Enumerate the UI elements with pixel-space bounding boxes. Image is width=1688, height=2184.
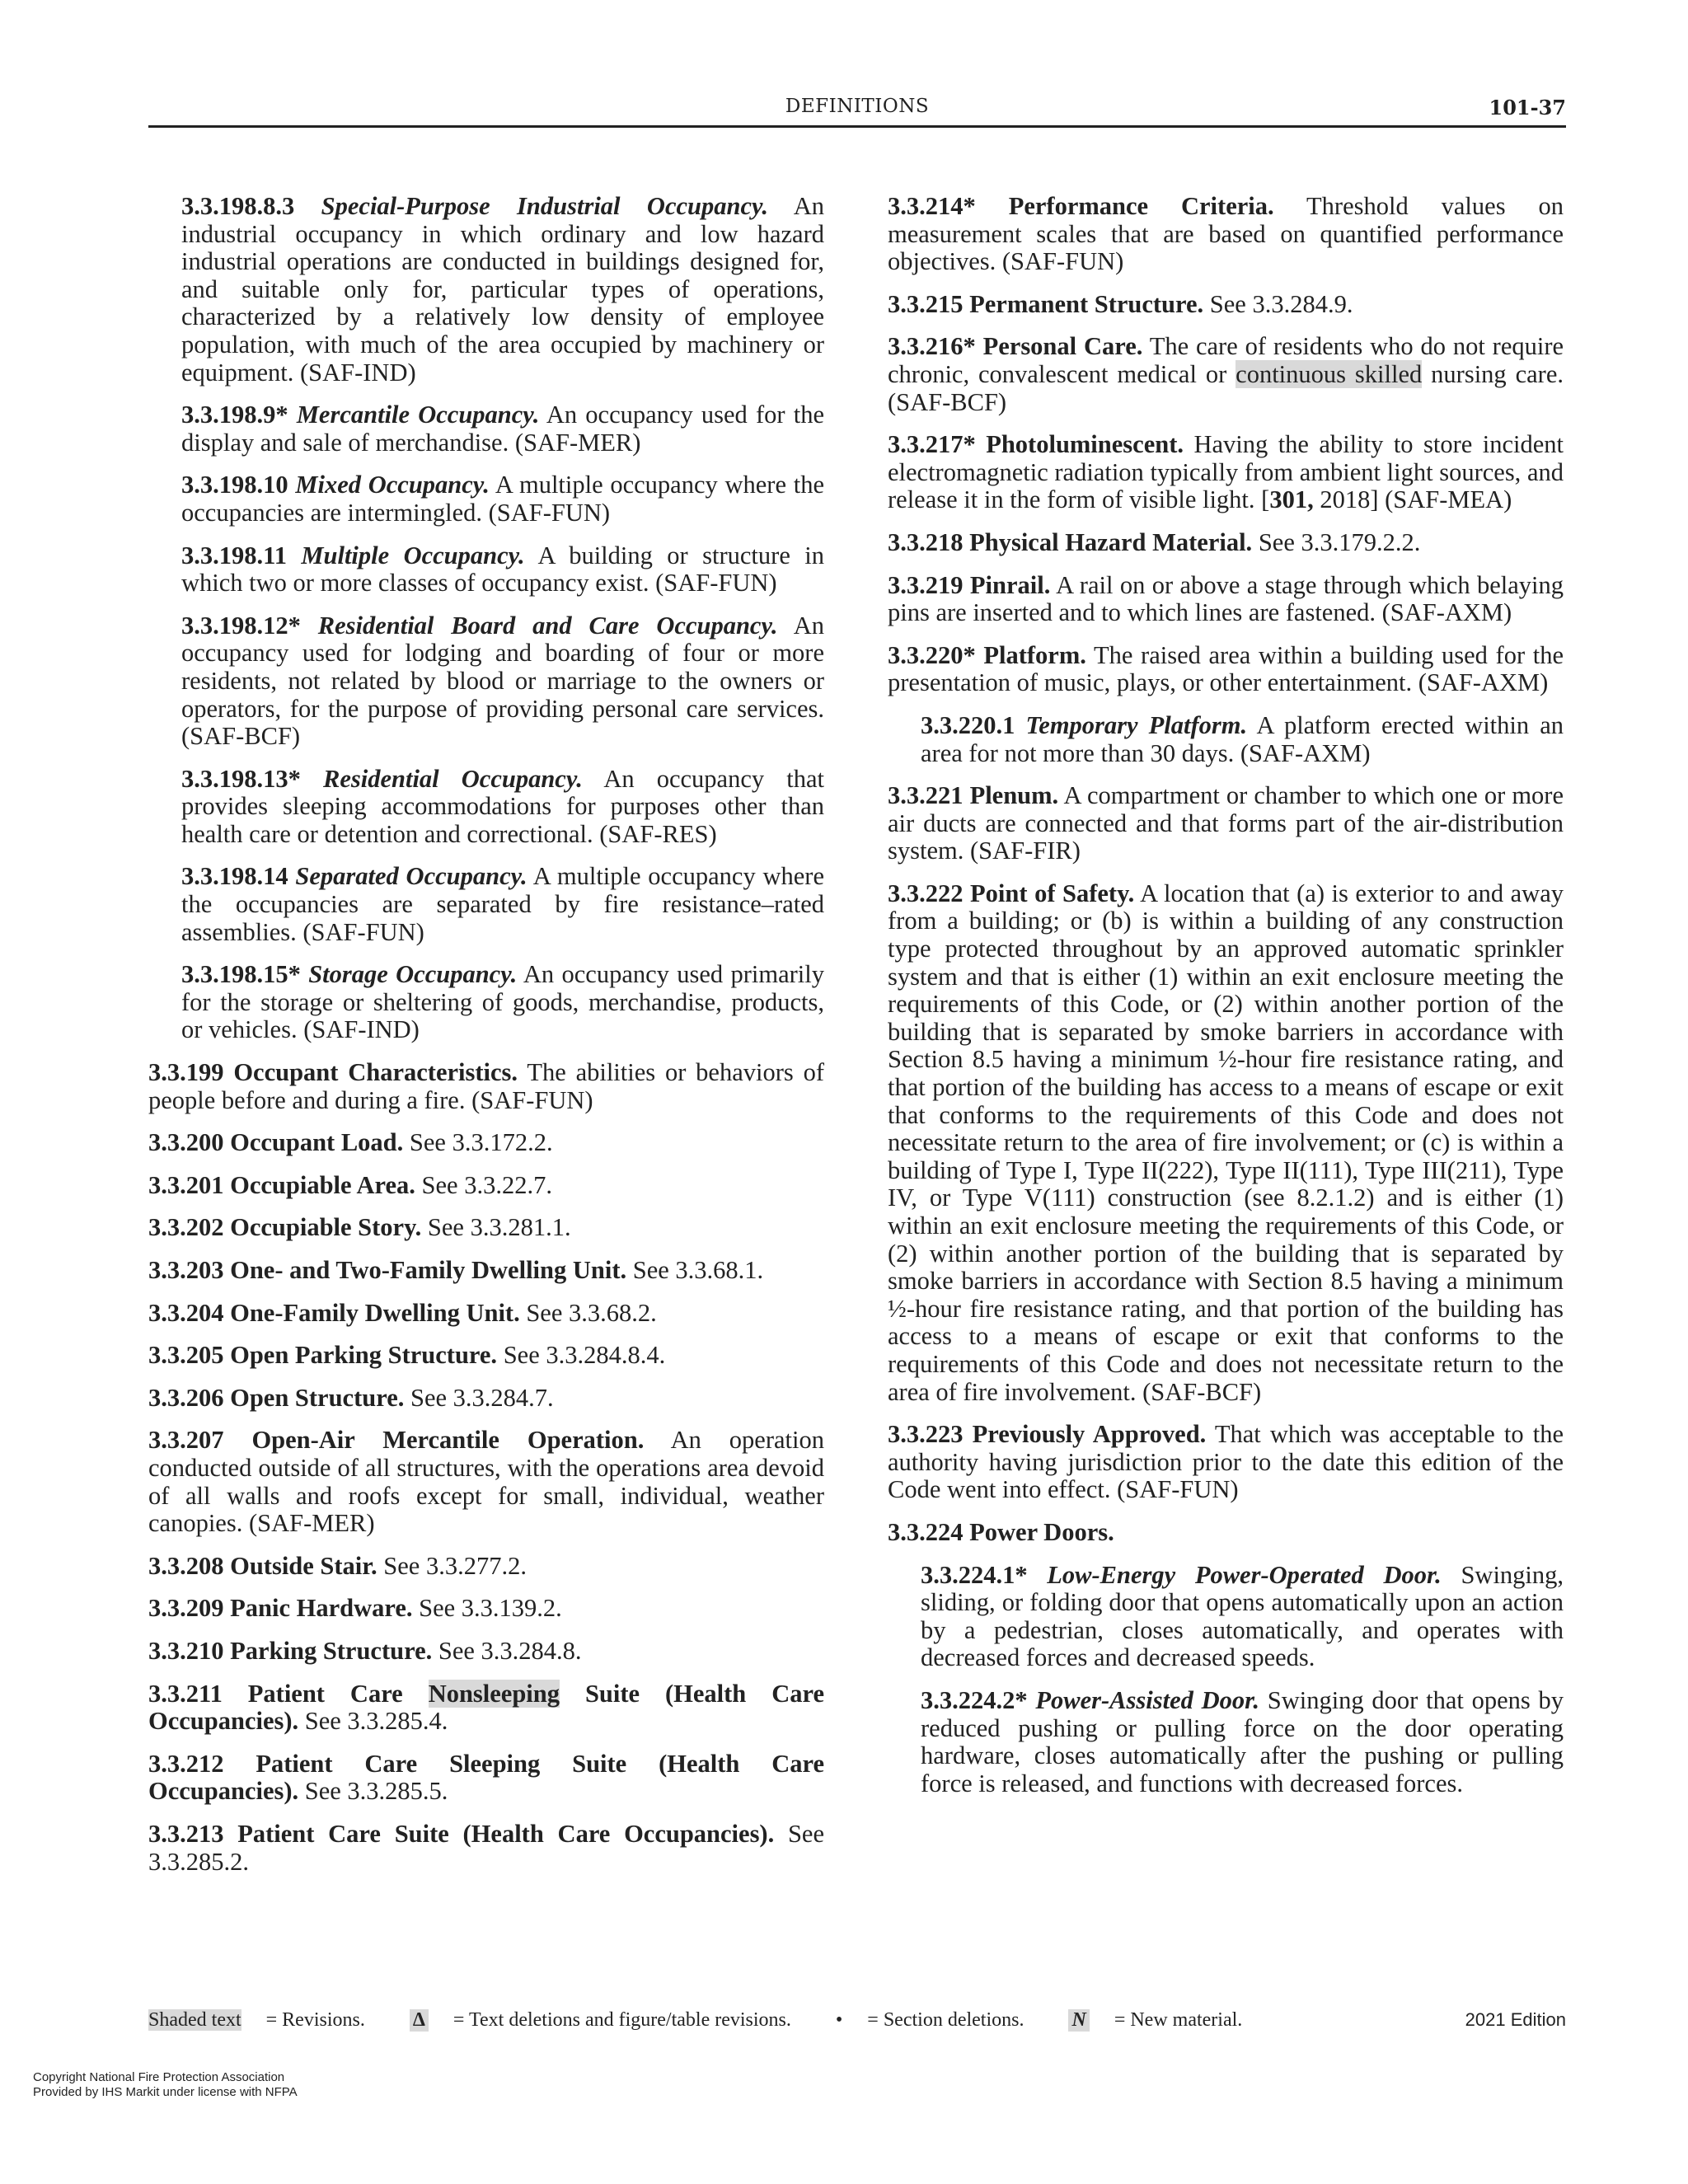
entry-number: 3.3.209	[148, 1594, 224, 1623]
legend-shaded-desc: = Revisions.	[260, 2009, 365, 2031]
definition-entry	[148, 1257, 824, 1285]
entry-text: The raised area within a building used for the presentation of music, plays, or other entertainment. (SAF-AXM)	[888, 640, 1564, 697]
definition-entry	[148, 612, 824, 751]
entry-term: Previously Approved.	[972, 1420, 1207, 1449]
entry-text: The care of residents who do not require chronic, convalescent medical or	[888, 332, 1564, 388]
entry-text: Having the ability to store incident electromagnetic radiation typically from ambient light sources, and release it in the form of visible light. [	[888, 430, 1564, 514]
entry-number: 3.3.211	[148, 1679, 223, 1708]
legend-delta-desc: = Text deletions and figure/table revisions.	[448, 2009, 791, 2031]
definition-entry	[148, 401, 824, 457]
definition-entry	[148, 1638, 824, 1666]
entry-number: 3.3.213	[148, 1819, 224, 1848]
definition-entry	[148, 1129, 824, 1157]
entry-text: See 3.3.284.7.	[410, 1383, 554, 1412]
entry-number: 3.3.198.8.3	[181, 192, 295, 220]
entry-text: A platform erected within an area for not more than 30 days. (SAF-AXM)	[921, 710, 1564, 767]
entry-text: See 3.3.285.5.	[304, 1777, 448, 1806]
definition-entry	[148, 961, 824, 1044]
entry-number: 3.3.221	[888, 781, 964, 810]
entry-term: Residential Occupancy.	[323, 764, 583, 793]
entry-number: 3.3.214*	[888, 192, 976, 220]
entry-text: See 3.3.281.1.	[427, 1213, 571, 1242]
entry-term: Residential Board and Care Occupancy.	[317, 611, 778, 640]
entry-term: Mercantile Occupancy.	[296, 401, 540, 429]
entry-number: 3.3.210	[148, 1636, 224, 1665]
section-title: DEFINITIONS	[785, 96, 930, 117]
entry-text: See 3.3.139.2.	[419, 1594, 562, 1623]
edition-label: 2021 Edition	[1465, 2009, 1566, 2030]
definition-entry	[888, 333, 1564, 416]
definition-entry	[888, 431, 1564, 514]
entry-number: 3.3.220*	[888, 640, 976, 669]
entry-text: A multiple occupancy where the occupancies are separated by fire resistance–rated assemblies. (SAF-FUN)	[181, 862, 824, 946]
entry-number: 3.3.198.14	[181, 862, 288, 891]
entry-number: 3.3.207	[148, 1426, 224, 1455]
entry-number: 3.3.223	[888, 1420, 964, 1449]
entry-term: Performance Criteria.	[1008, 192, 1274, 220]
entry-number: 3.3.222	[888, 879, 964, 907]
entry-term: Photoluminescent.	[986, 430, 1184, 459]
entry-text: An operation conducted outside of all structures, with the operations area devoid of all walls and roofs except for small, individual, weather canopies. (SAF-MER)	[148, 1426, 824, 1538]
entry-text: nursing care. (SAF-BCF)	[888, 359, 1564, 416]
entry-number: 3.3.202	[148, 1213, 224, 1242]
entry-number: 3.3.198.9*	[181, 401, 288, 429]
definition-entry	[888, 1687, 1564, 1797]
entry-term: Special-Purpose Industrial Occupancy.	[321, 192, 769, 220]
entry-text: See 3.3.172.2.	[409, 1128, 553, 1157]
definition-entry	[888, 782, 1564, 865]
entry-text: An occupancy that provides sleeping accommodations for purposes other than health care or detention and correctional. (SAF-RES)	[181, 764, 824, 848]
definition-entry	[148, 1680, 824, 1736]
entry-number: 3.3.224	[888, 1517, 964, 1546]
legend-shaded	[148, 2009, 385, 2031]
definition-entry	[148, 1214, 824, 1242]
legend-bullet-desc: = Section deletions.	[862, 2009, 1025, 2031]
definition-entry	[888, 1519, 1564, 1547]
entry-term: Platform.	[983, 640, 1086, 669]
left-column	[148, 193, 824, 1891]
entry-term: One-Family Dwelling Unit.	[230, 1298, 520, 1327]
definition-entry	[148, 542, 824, 598]
definition-entry	[148, 1172, 824, 1200]
entry-text: An occupancy used for lodging and boarding of four or more residents, not related by blood or marriage to the owners or operators, for the purpose of providing personal care services. (SAF-BCF)	[181, 611, 824, 751]
entry-number: 3.3.204	[148, 1298, 224, 1327]
entry-number: 3.3.208	[148, 1551, 224, 1580]
term-revision-shaded: Nonsleeping	[428, 1679, 560, 1708]
entry-text-revision-shaded: continuous skilled	[1236, 359, 1423, 388]
entry-term: Temporary Platform.	[1025, 710, 1248, 739]
entry-text: A compartment or chamber to which one or more air ducts are connected and that forms part of the air-distribution system. (SAF-FIR)	[888, 781, 1564, 865]
entry-number: 3.3.198.15*	[181, 960, 301, 989]
entry-reference: 301,	[1269, 485, 1314, 514]
entry-number: 3.3.198.10	[181, 471, 288, 499]
bullet-icon: •	[835, 2009, 843, 2031]
entry-term: Multiple Occupancy.	[301, 541, 525, 569]
legend-shaded-label: Shaded text	[148, 2009, 241, 2031]
entry-text: Swinging door that opens by reduced pushing or pulling force on the door operating hardware, closes automatically after the pushing or pulling force is released, and functions with decreased forces.	[921, 1685, 1564, 1797]
entry-text: See 3.3.68.1.	[632, 1256, 764, 1284]
entry-text: See 3.3.284.8.	[438, 1636, 582, 1665]
definition-entry	[148, 1821, 824, 1876]
entry-term: Pinrail.	[969, 570, 1051, 599]
entry-text: Threshold values on measurement scales that are based on quantified performance objectives. (SAF-FUN)	[888, 192, 1564, 276]
definition-entry	[148, 766, 824, 849]
definition-entry	[888, 1421, 1564, 1504]
entry-number: 3.3.212	[148, 1749, 224, 1778]
entry-term: Parking Structure.	[230, 1636, 433, 1665]
entry-text: Swinging, sliding, or folding door that opens automatically upon an action by a pedestrian, closes automatically, and operates with decreased forces and decreased speeds.	[921, 1560, 1564, 1672]
entry-text: An occupancy used primarily for the storage or sheltering of goods, merchandise, products, or vehicles. (SAF-IND)	[181, 960, 824, 1044]
entry-number: 3.3.216*	[888, 332, 976, 361]
entry-number: 3.3.198.11	[181, 541, 287, 569]
entry-term: Power Doors.	[969, 1517, 1114, 1546]
entry-term: Occupiable Area.	[230, 1170, 415, 1199]
entry-number: 3.3.219	[888, 570, 964, 599]
right-column	[888, 193, 1564, 1812]
entry-text: See 3.3.68.2.	[526, 1298, 657, 1327]
entry-text: See 3.3.285.4.	[304, 1707, 448, 1736]
entry-text: See 3.3.284.9.	[1209, 289, 1353, 318]
definition-entry	[148, 1342, 824, 1370]
entry-term: Storage Occupancy.	[308, 960, 518, 989]
entry-term: Patient Care Suite (Health Care Occupancies).	[237, 1819, 775, 1848]
legend-delta	[410, 2009, 811, 2031]
term-part: Patient Care	[247, 1679, 429, 1708]
entry-term: Physical Hazard Material.	[969, 527, 1253, 556]
entry-number: 3.3.203	[148, 1256, 224, 1284]
entry-term: Mixed Occupancy.	[295, 471, 490, 499]
page-header	[148, 92, 1566, 128]
entry-text: See 3.3.285.2.	[148, 1819, 825, 1876]
entry-term: Point of Safety.	[970, 879, 1135, 907]
entry-term: Plenum.	[969, 781, 1059, 810]
entry-term: Separated Occupancy.	[295, 862, 528, 891]
entry-text: An industrial occupancy in which ordinary and low hazard industrial operations are conducted in buildings designed for, and suitable only for, particular types of operations, characterized by a relatively low density of employee population, with much of the area occupied by machinery or equipment. (SAF-IND)	[181, 192, 825, 387]
entry-term: Open Structure.	[230, 1383, 405, 1412]
entry-number: 3.3.199	[148, 1058, 224, 1087]
entry-number: 3.3.200	[148, 1128, 224, 1157]
entry-term: Permanent Structure.	[969, 289, 1204, 318]
legend-new-desc: = New material.	[1109, 2009, 1243, 2031]
definition-entry	[148, 193, 824, 387]
revision-legend	[148, 2009, 1282, 2032]
license-line: Provided by IHS Markit under license with NFPA	[33, 2085, 298, 2099]
definition-entry	[148, 1059, 824, 1114]
entry-text: See 3.3.284.8.4.	[503, 1341, 666, 1370]
entry-text: A building or structure in which two or more classes of occupancy exist. (SAF-FUN)	[181, 541, 825, 598]
entry-term: Personal Care.	[982, 332, 1143, 361]
definition-entry	[888, 712, 1564, 767]
entry-term: One- and Two-Family Dwelling Unit.	[230, 1256, 627, 1284]
new-material-icon: N	[1068, 2009, 1089, 2032]
entry-term: Open-Air Mercantile Operation.	[251, 1426, 645, 1455]
definition-entry	[888, 1562, 1564, 1672]
entry-text: A location that (a) is exterior to and away from a building; or (b) is within a building of any construction type protected throughout by an approved automatic sprinkler system and that is either (1) within an exit enclosure meeting the requirements of this Code, or (2) within another portion of the building that is separated by smoke barriers in accordance with Section 8.5 having a minimum ½-hour fire resistance rating, and that portion of the building has access to a means of escape or exit that conforms to the requirements of this Code and does not necessitate return to the area of fire involvement; or (c) is within a building of Type I, Type II(222), Type II(111), Type III(211), Type IV, or Type V(111) construction (see 8.2.1.2) and is either (1) within an exit enclosure meeting the requirements of this Code, or (2) within another portion of the building that is separated by smoke barriers in accordance with Section 8.5 having a minimum ½-hour fire resistance rating, and that portion of the building has access to a means of escape or exit that conforms to the requirements of this Code and does not necessitate return to the area of fire involvement. (SAF-BCF)	[888, 879, 1564, 1406]
entry-term: Outside Stair.	[230, 1551, 377, 1580]
entry-term: Patient Care Sleeping Suite (Health Care Occupancies).	[148, 1749, 824, 1806]
definition-entry	[888, 572, 1564, 627]
entry-number: 3.3.201	[148, 1170, 224, 1199]
entry-text: That which was acceptable to the authority having jurisdiction prior to the date this edition of the Code went into effect. (SAF-FUN)	[888, 1420, 1564, 1504]
entry-text: The abilities or behaviors of people before and during a fire. (SAF-FUN)	[148, 1058, 824, 1114]
definition-entry	[148, 1553, 824, 1581]
definition-entry	[888, 193, 1564, 276]
entry-number: 3.3.220.1	[921, 710, 1015, 739]
entry-term: Occupiable Story.	[230, 1213, 422, 1242]
entry-number: 3.3.206	[148, 1383, 224, 1412]
entry-number: 3.3.205	[148, 1341, 224, 1370]
entry-text: A rail on or above a stage through which belaying pins are inserted and to which lines are fastened. (SAF-AXM)	[888, 570, 1564, 627]
definition-entry	[148, 1300, 824, 1328]
definition-entry	[148, 1385, 824, 1413]
definition-entry	[148, 863, 824, 946]
entry-text: See 3.3.179.2.2.	[1258, 527, 1421, 556]
entry-text: A multiple occupancy where the occupancies are intermingled. (SAF-FUN)	[181, 471, 824, 527]
entry-number: 3.3.224.2*	[921, 1685, 1028, 1714]
entry-text: See 3.3.22.7.	[421, 1170, 552, 1199]
entry-term: Power-Assisted Door.	[1035, 1685, 1259, 1714]
definition-entry	[888, 291, 1564, 319]
entry-number: 3.3.215	[888, 289, 964, 318]
entry-term	[148, 1680, 824, 1736]
entry-term: Low-Energy Power-Operated Door.	[1047, 1560, 1442, 1589]
definition-entry	[888, 880, 1564, 1406]
page-number: 101-37	[1489, 96, 1566, 120]
definition-entry	[148, 1427, 824, 1537]
definition-entry	[888, 529, 1564, 557]
entry-number: 3.3.198.12*	[181, 611, 301, 640]
copyright-line: Copyright National Fire Protection Association	[33, 2070, 285, 2084]
definition-entry	[888, 642, 1564, 697]
entry-number: 3.3.218	[888, 527, 964, 556]
entry-text: 2018] (SAF-MEA)	[1313, 485, 1512, 514]
entry-term: Open Parking Structure.	[230, 1341, 498, 1370]
term-part: Suite (Health Care Occupancies).	[148, 1679, 825, 1736]
copyright-notice	[33, 2070, 298, 2100]
entry-number: 3.3.224.1*	[921, 1560, 1028, 1589]
legend-new	[1068, 2009, 1262, 2031]
entry-term: Panic Hardware.	[230, 1594, 413, 1623]
definition-entry	[148, 1595, 824, 1623]
definition-entry	[148, 1750, 824, 1806]
entry-number: 3.3.198.13*	[181, 764, 301, 793]
delta-icon: Δ	[410, 2009, 429, 2032]
entry-number: 3.3.217*	[888, 430, 976, 459]
entry-term: Occupant Characteristics.	[233, 1058, 518, 1087]
entry-text: See 3.3.277.2.	[383, 1551, 527, 1580]
definition-entry	[148, 471, 824, 527]
entry-term: Occupant Load.	[230, 1128, 404, 1157]
entry-text: An occupancy used for the display and sale of merchandise. (SAF-MER)	[181, 401, 824, 457]
legend-bullet	[836, 2009, 1044, 2031]
page-footer	[148, 2009, 1566, 2042]
